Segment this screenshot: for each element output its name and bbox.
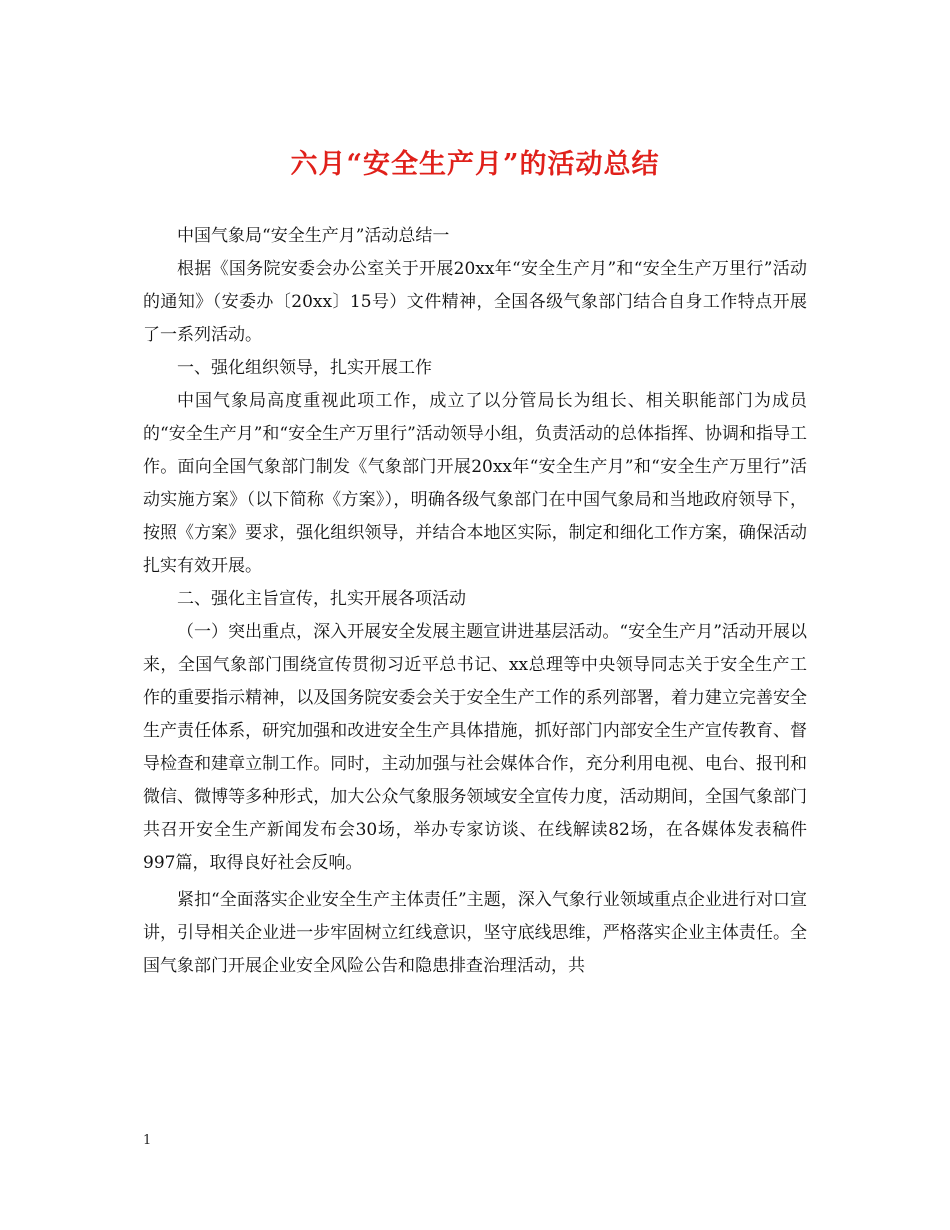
paragraph-intro: 根据《国务院安委会办公室关于开展20xx年“安全生产月”和“安全生产万里行”活动的通知》（安委办〔20xx〕15号）文件精神，全国各级气象部门结合自身工作特点开展了一系列活动。 bbox=[143, 259, 807, 345]
section-heading-2: 二、强化主旨宣传，扎实开展各项活动 bbox=[177, 589, 466, 609]
paragraph-section-1: 中国气象局高度重视此项工作，成立了以分管局长为组长、相关职能部门为成员的“安全生产月”和“安全生产万里行”活动领导小组，负责活动的总体指挥、协调和指导工作。面向全国气象部门制发《气象部门开展20xx年“安全生产月”和“安全生产万里行”活动实施方案》（以下简称《方案》），明确各级气象部门在中国气象局和当地政府领导下，按照《方案》要求，强化组织领导，并结合本地区实际，制定和细化工作方案，确保活动扎实有效开展。 bbox=[143, 391, 807, 576]
document-body bbox=[143, 220, 807, 983]
page-number: 1 bbox=[143, 1133, 152, 1148]
paragraph-section-2-item-1: （一）突出重点，深入开展安全发展主题宣讲进基层活动。“安全生产月”活动开展以来，全国气象部门围绕宣传贯彻习近平总书记、xx总理等中央领导同志关于安全生产工作的重要指示精神，以及国务院安委会关于安全生产工作的系列部署，着力建立完善安全生产责任体系，研究加强和改进安全生产具体措施，抓好部门内部安全生产宣传教育、督导检查和建章立制工作。同时，主动加强与社会媒体合作，充分利用电视、电台、报刊和微信、微博等多种形式，加大公众气象服务领域安全宣传力度，活动期间，全国气象部门共召开安全生产新闻发布会30场，举办专家访谈、在线解读82场，在各媒体发表稿件997篇，取得良好社会反响。 bbox=[143, 622, 807, 873]
paragraph-subtitle: 中国气象局“安全生产月”活动总结一 bbox=[177, 226, 450, 246]
document-title: 六月“安全生产月”的活动总结 bbox=[290, 149, 660, 180]
section-heading-1: 一、强化组织领导，扎实开展工作 bbox=[177, 358, 432, 378]
paragraph-section-2-continued: 紧扣“全面落实企业安全生产主体责任”主题，深入气象行业领域重点企业进行对口宣讲，引导相关企业进一步牢固树立红线意识，坚守底线思维，严格落实企业主体责任。全国气象部门开展企业安全风险公告和隐患排查治理活动，共 bbox=[143, 890, 807, 976]
